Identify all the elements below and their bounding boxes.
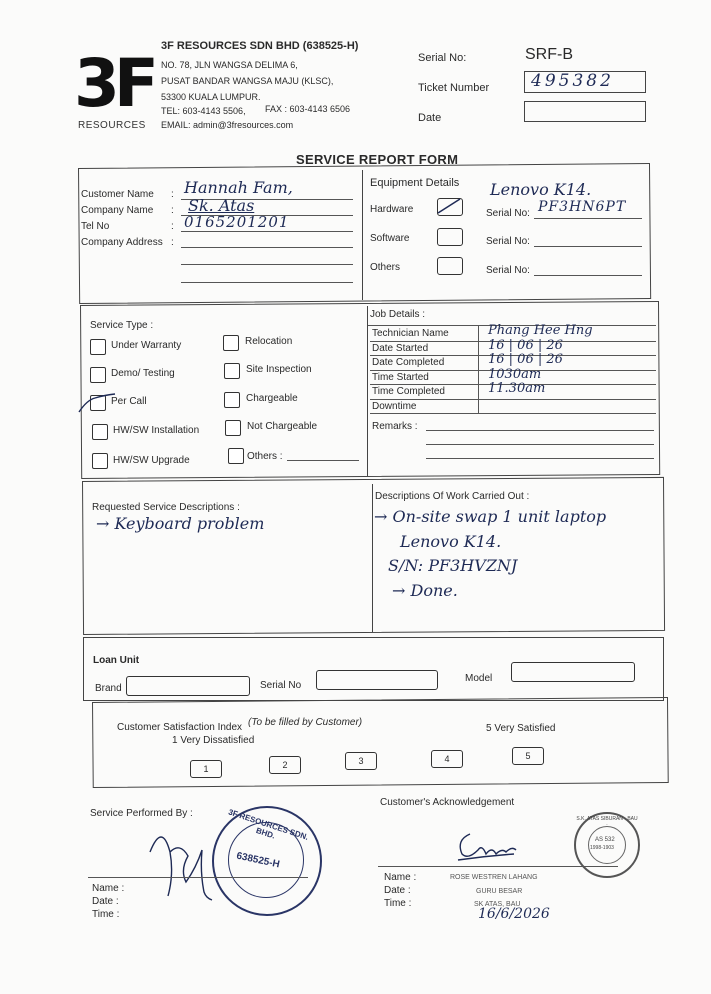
- company-address-line-3: 53300 KUALA LUMPUR.: [161, 92, 261, 102]
- checkbox[interactable]: [225, 420, 241, 436]
- job-row-label: Downtime: [372, 400, 417, 412]
- serial-label: Serial No:: [418, 52, 467, 64]
- checkbox[interactable]: [223, 335, 239, 351]
- ack-name-label: Name :: [384, 872, 417, 883]
- performed-date-label: Date :: [92, 896, 119, 907]
- requested-text[interactable]: → Keyboard problem: [96, 514, 265, 533]
- check-mark-icon: [436, 197, 462, 215]
- address-line-3: [181, 282, 353, 283]
- score-4-button[interactable]: [431, 750, 463, 768]
- colon: :: [171, 205, 174, 216]
- hardware-model[interactable]: Lenovo K14.: [490, 180, 592, 199]
- company-name-label: Company Name: [81, 205, 154, 216]
- performed-sign-line: [88, 877, 308, 878]
- score-label: 4: [444, 754, 450, 764]
- option-label: HW/SW Installation: [113, 425, 200, 436]
- section-divider: [362, 170, 363, 300]
- job-row-label: Technician Name: [372, 328, 449, 339]
- company-logo: [74, 46, 154, 130]
- checkbox[interactable]: [224, 363, 240, 379]
- high-score-label: 5 Very Satisfied: [486, 723, 556, 734]
- ack-stamp-place: SK ATAS, BAU: [474, 901, 521, 908]
- software-serial-line: [534, 246, 642, 247]
- option-label: Not Chargeable: [247, 421, 318, 432]
- loan-serial-input[interactable]: [316, 670, 438, 690]
- ticket-value: 495382: [531, 71, 614, 91]
- score-2-button[interactable]: [269, 756, 301, 774]
- ack-time-label: Time :: [384, 898, 412, 909]
- checkbox[interactable]: [92, 424, 108, 440]
- hardware-serial-label: Serial No:: [486, 208, 530, 219]
- option-label: Chargeable: [246, 393, 298, 404]
- technician-signature: [140, 812, 220, 902]
- school-seal: [574, 812, 640, 878]
- colon: :: [171, 221, 174, 232]
- logo-caption: RESOURCES: [78, 120, 146, 131]
- satisfaction-title: Customer Satisfaction Index: [117, 722, 243, 733]
- score-label: 3: [358, 756, 364, 766]
- equipment-title: Equipment Details: [370, 177, 460, 189]
- job-row-label: Date Started: [372, 342, 429, 354]
- option-label: HW/SW Upgrade: [113, 455, 190, 466]
- ack-stamp-name: ROSE WESTREN LAHANG: [450, 874, 538, 881]
- service-type-title: Service Type :: [90, 320, 154, 331]
- remarks-line-1: [426, 430, 654, 431]
- ticket-label: Ticket Number: [418, 82, 490, 94]
- performed-time-label: Time :: [92, 909, 120, 920]
- hardware-checkbox[interactable]: [437, 198, 463, 216]
- hardware-serial-value[interactable]: PF3HN6PT: [538, 199, 627, 215]
- colon: :: [171, 189, 174, 200]
- tel-line: [181, 231, 353, 232]
- software-checkbox[interactable]: [437, 228, 463, 246]
- tel-label: Tel No: [81, 221, 110, 232]
- ack-title: Customer's Acknowledgement: [380, 797, 515, 808]
- others-checkbox[interactable]: [437, 257, 463, 275]
- option-label: Site Inspection: [246, 364, 312, 375]
- others-serial-label: Serial No:: [486, 265, 530, 276]
- job-row-rule: [370, 399, 656, 400]
- score-label: 5: [525, 751, 531, 761]
- job-row-value[interactable]: 1030am: [488, 366, 542, 382]
- job-row-label: Time Started: [372, 371, 429, 383]
- colon: :: [171, 237, 174, 248]
- work-line-2[interactable]: Lenovo K14.: [400, 532, 502, 551]
- form-title: SERVICE REPORT FORM: [296, 152, 459, 167]
- job-row-rule: [370, 413, 656, 414]
- performed-name-label: Name :: [92, 883, 125, 894]
- loan-serial-label: Serial No: [260, 680, 302, 691]
- remarks-label: Remarks :: [372, 421, 418, 432]
- work-line-1[interactable]: → On-site swap 1 unit laptop: [374, 507, 607, 526]
- score-label: 1: [203, 764, 209, 774]
- logo-mark: 3F: [74, 45, 154, 122]
- section-divider: [367, 306, 368, 476]
- loan-unit-title: Loan Unit: [93, 655, 140, 666]
- section-divider: [372, 484, 373, 632]
- others-serial-line: [534, 275, 642, 276]
- job-row-label: Date Completed: [372, 357, 445, 368]
- hardware-label: Hardware: [370, 204, 414, 215]
- stamp-number: 638525-H: [235, 850, 281, 871]
- score-1-button[interactable]: [190, 760, 222, 778]
- date-box[interactable]: [524, 101, 646, 122]
- requested-title: Requested Service Descriptions :: [92, 502, 240, 513]
- brand-label: Brand: [95, 683, 122, 694]
- seal-inner-text-1: AS 532: [595, 837, 615, 843]
- job-column-divider: [478, 326, 479, 414]
- ticket-box[interactable]: [524, 71, 646, 93]
- checkbox[interactable]: [92, 453, 108, 469]
- ack-handwritten-date: 16/6/2026: [478, 906, 550, 922]
- stamp-text: 3F RESOURCES SDN. BHD.: [227, 807, 310, 842]
- low-score-label: 1 Very Dissatisfied: [172, 735, 255, 746]
- option-label: Relocation: [245, 336, 293, 347]
- brand-input[interactable]: [126, 676, 250, 696]
- model-label: Model: [465, 673, 493, 684]
- job-row-value[interactable]: 16 | 06 | 26: [488, 352, 563, 367]
- others-line: [287, 460, 359, 461]
- address-line-1: [181, 247, 353, 248]
- customer-signature: [452, 826, 522, 866]
- score-3-button[interactable]: [345, 752, 377, 770]
- company-email: EMAIL: admin@3fresources.com: [161, 120, 294, 130]
- ack-date-label: Date :: [384, 885, 411, 896]
- company-name-value[interactable]: Sk. Atas: [188, 196, 255, 215]
- option-label: Others :: [247, 451, 283, 462]
- satisfaction-note: (To be filled by Customer): [248, 717, 363, 728]
- option-label: Per Call: [111, 396, 147, 407]
- software-label: Software: [370, 233, 410, 244]
- company-address-label: Company Address: [81, 237, 163, 248]
- checkbox[interactable]: [228, 448, 244, 464]
- option-label: Under Warranty: [111, 340, 182, 351]
- others-label: Others: [370, 262, 401, 273]
- company-address-line-1: NO. 78, JLN WANGSA DELIMA 6,: [161, 60, 298, 70]
- company-tel: TEL: 603-4143 5506,: [161, 106, 246, 116]
- tel-value[interactable]: 0165201201: [184, 213, 290, 231]
- company-fax: FAX : 603-4143 6506: [265, 104, 351, 114]
- performed-title: Service Performed By :: [90, 808, 193, 819]
- ack-stamp-title: GURU BESAR: [476, 888, 523, 895]
- date-label: Date: [418, 112, 442, 124]
- seal-inner-text-2: 1998-1903: [590, 845, 614, 851]
- score-5-button[interactable]: [512, 747, 544, 765]
- hardware-serial-line: [534, 218, 642, 219]
- work-line-3[interactable]: S/N: PF3HVZNJ: [388, 556, 518, 575]
- address-line-2: [181, 264, 353, 265]
- company-stamp: [212, 806, 322, 916]
- software-serial-label: Serial No:: [486, 236, 530, 247]
- company-address-line-2: PUSAT BANDAR WANGSA MAJU (KLSC),: [161, 76, 334, 86]
- checkbox[interactable]: [90, 367, 106, 383]
- option-label: Demo/ Testing: [111, 368, 175, 379]
- model-input[interactable]: [511, 662, 635, 682]
- customer-name-value[interactable]: Hannah Fam,: [184, 178, 293, 197]
- work-line-4[interactable]: → Done.: [392, 581, 458, 600]
- job-row-label: Time Completed: [372, 386, 445, 397]
- customer-name-label: Customer Name: [81, 189, 154, 200]
- job-details-title: Job Details :: [370, 309, 426, 320]
- job-row-value[interactable]: Phang Hee Hng: [488, 323, 593, 338]
- seal-outer-text: S.K. ATAS SIBURAN · BAU ·: [576, 816, 638, 828]
- descriptions-section: [82, 477, 665, 635]
- score-label: 2: [282, 760, 288, 770]
- serial-value: SRF-B: [525, 46, 573, 63]
- work-title: Descriptions Of Work Carried Out :: [375, 491, 530, 502]
- job-row-value[interactable]: 16 | 06 | 26: [488, 337, 563, 353]
- checkbox[interactable]: [90, 339, 106, 355]
- remarks-line-3: [426, 458, 654, 459]
- remarks-line-2: [426, 444, 654, 445]
- company-name: 3F RESOURCES SDN BHD (638525-H): [161, 40, 359, 52]
- job-row-value[interactable]: 11.30am: [488, 381, 546, 396]
- checkbox[interactable]: [224, 392, 240, 408]
